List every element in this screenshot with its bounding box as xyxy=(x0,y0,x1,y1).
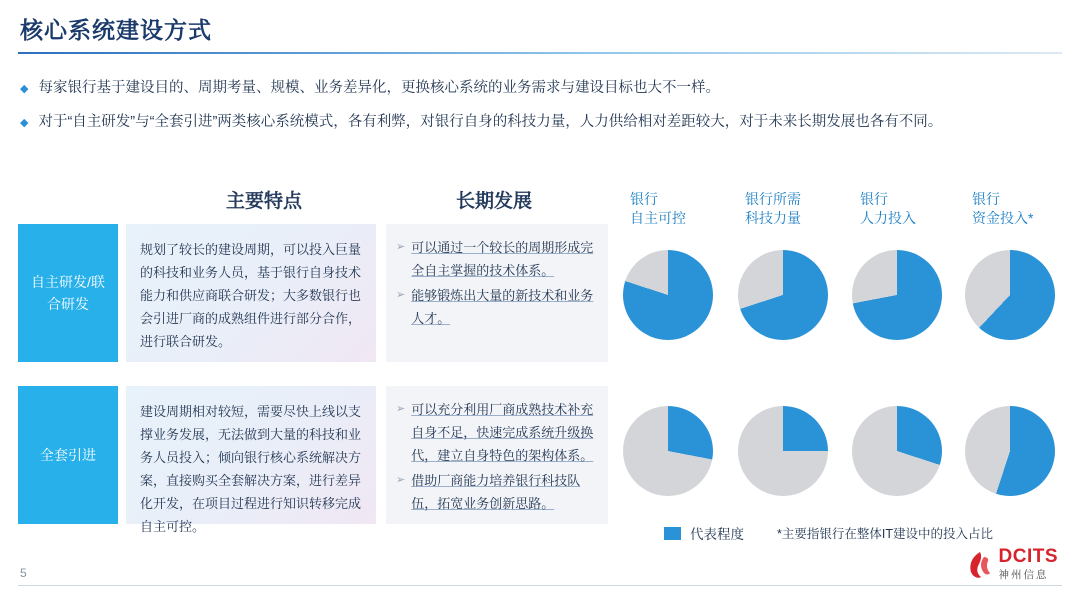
pie-chart xyxy=(965,406,1055,496)
bullet-text: 每家银行基于建设目的、周期考量、规模、业务差异化，更换核心系统的业务需求与建设目标也大不一样。 xyxy=(38,80,720,96)
development-text: 能够锻炼出大量的新技术和业务人才。 xyxy=(411,288,594,326)
legend-swatch xyxy=(664,527,681,540)
arrow-bullet-icon: ➢ xyxy=(396,241,406,253)
row-feature-text: 规划了较长的建设周期，可以投入巨量的科技和业务人员，基于银行自身技术能力和供应商联合研发；大多数银行也会引进厂商的成熟组件进行部分合作，进行联合研发。 xyxy=(126,224,376,362)
dcits-mark-icon xyxy=(967,551,993,579)
diamond-bullet-icon: ◆ xyxy=(20,117,29,129)
column-header-features: 主要特点 xyxy=(226,191,303,212)
bullet-text: 对于“自主研发”与“全套引进”两类核心系统模式，各有利弊，对银行自身的科技力量，人力供给相对差距较大，对于未来长期发展也各有不同。 xyxy=(38,114,943,130)
legend-note: *主要指银行在整体IT建设中的投入占比 xyxy=(777,527,993,541)
list-item xyxy=(396,236,596,282)
row-label: 全套引进 xyxy=(18,386,118,524)
row-label: 自主研发/联合研发 xyxy=(18,224,118,362)
company-logo xyxy=(967,547,1059,582)
bullet-list xyxy=(20,78,1060,146)
list-item xyxy=(396,398,596,467)
row-development-cell xyxy=(386,386,608,524)
diamond-bullet-icon: ◆ xyxy=(20,83,29,95)
development-text: 借助厂商能力培养银行科技队伍，拓宽业务创新思路。 xyxy=(411,473,581,511)
pie-chart xyxy=(623,406,713,496)
list-item xyxy=(20,112,1060,132)
arrow-bullet-icon: ➢ xyxy=(396,289,406,301)
development-text: 可以充分利用厂商成熟技术补充自身不足，快速完成系统升级换代，建立自身特色的架构体系。 xyxy=(411,402,594,463)
list-item xyxy=(396,469,596,515)
list-item xyxy=(396,284,596,330)
title-divider xyxy=(18,52,1062,54)
pie-chart xyxy=(965,250,1055,340)
page-title: 核心系统建设方式 xyxy=(20,17,212,43)
logo-en: DCITS xyxy=(998,546,1058,567)
pie-chart xyxy=(738,406,828,496)
pie-chart xyxy=(738,250,828,340)
row-development-cell xyxy=(386,224,608,362)
logo-text xyxy=(999,547,1059,582)
page-number: 5 xyxy=(20,566,27,580)
legend xyxy=(664,523,744,543)
pie-chart xyxy=(623,250,713,340)
pie-column-header-4: 银行 资金投入* xyxy=(972,191,1034,226)
pie-column-header-2: 银行所需 科技力量 xyxy=(745,191,801,226)
pie-chart xyxy=(852,250,942,340)
development-text: 可以通过一个较长的周期形成完全自主掌握的技术体系。 xyxy=(411,240,594,278)
logo-cn: 神州信息 xyxy=(998,569,1049,581)
pie-column-header-1: 银行 自主可控 xyxy=(630,191,686,226)
arrow-bullet-icon: ➢ xyxy=(396,403,406,415)
legend-label: 代表程度 xyxy=(690,527,744,542)
list-item xyxy=(20,78,1060,98)
pie-chart xyxy=(852,406,942,496)
arrow-bullet-icon: ➢ xyxy=(396,474,406,486)
column-header-development: 长期发展 xyxy=(456,191,533,212)
footer-divider xyxy=(18,585,1062,586)
pie-column-header-3: 银行 人力投入 xyxy=(860,191,916,226)
row-feature-text: 建设周期相对较短，需要尽快上线以支撑业务发展，无法做到大量的科技和业务人员投入；倾向银行核心系统解决方案，直接购买全套解决方案，进行差异化开发，在项目过程进行知识转移完成自主可控。 xyxy=(126,386,376,524)
